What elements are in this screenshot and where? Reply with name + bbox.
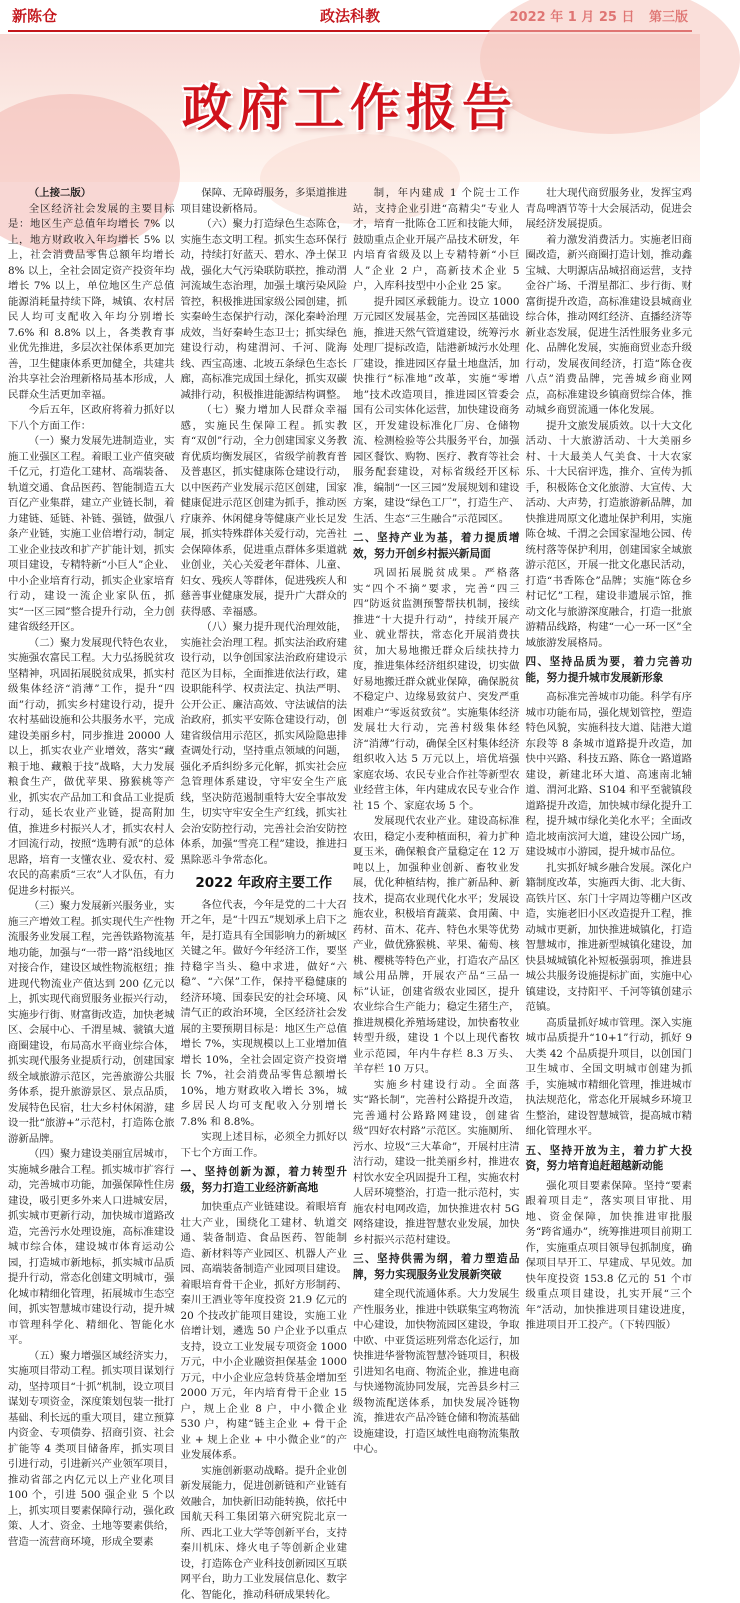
article-paragraph: 提升文旅发展质效。以十大文化活动、十大旅游活动、十大美丽乡村、十大最美人气美食、十大农家乐、十大民宿评选，推介、宣传为抓手，积极陈仓文化旅游、大宣传、大活动、大声势，打造旅游新品牌，加快推进周原文化遗址保护利用，实施陈仓城、千渭之会国家湿地公园、传统村落等保护利用，创建国家全域旅游示范区，开展一批文化惠民活动，打造“书香陈仓”品牌；实施“陈仓乡村记忆”工程，建设非遗展示馆，推动文化与旅游深度融合，打造一批旅游精品线路，构建“一心一环一区”全域旅游发展格局。 [526,419,693,652]
article-paragraph: （二）聚力发展现代特色农业，实施强农富民工程。大力弘扬脱贫攻坚精神，巩固拓展脱贫成果，抓实村级集体经济“消薄”工作，提升“四面”行动，抓实乡村建设行动，提升农村基础设施和公共服务水平，完成建设美丽乡村，同步推进 20000 人以上，抓实农业产业增效，落实“藏粮于地、藏粮于技”战略，大力发展粮食生产，做优苹果、猕猴桃等产业，抓实农产品加工和食品工业提质行动，延长农业产业链，提高附加值，推进乡村振兴人才，抓实农村人才回流行动，按照“选聘有派”的总体思路，培育一支懂农业、爱农村、爱农民的高素质“三农”人才队伍，有力促进乡村振兴。 [8,636,175,900]
article-paragraph: （一）聚力发展先进制造业，实施工业强区工程。着眼工业产值突破千亿元，打造化工建材、高端装备、轨道交通、食品医药、智能制造五大百亿产业集群，建立产业链长制，着力建链、延链、补链、强链，做强八条产业链，实施工业倍增行动，制定工业企业技改和扩产扩能计划，抓实项目建设，专精特新“小巨人”企业、中小企业培育行动，抓实企业家培育行动，建设一流企业家队伍，抓实“一区三园”整合提升行动，全力创建省级经开区。 [8,434,175,636]
article-paragraph: 高质量抓好城市管理。深入实施城市品质提升“10+1”行动，抓好 9 大类 42 个品质提升项目，以创国门卫生城市、全国文明城市创建为抓手，实施城市精细化管理，推进城市执法规范化，常态化开展城乡环境卫生整治，建设智慧城管，提高城市精细化管理水平。 [526,1016,693,1140]
subsection-heading: 一、坚持创新为源，着力转型升级，努力打造工业经济新高地 [181,1165,348,1196]
article-paragraph: 扎实抓好城乡融合发展。深化户籍制度改革，实施西大街、北大街、高铁片区、东门十字周边等棚户区改造，实施老旧小区改造提升工程，推动城市更新，加快推进城镇化，打造智慧城市，推进新型城镇化建设，加快县城城镇化补短板强弱项，推进县城公共服务设施提标扩面，实施中心镇建设，支持阳平、千河等镇创建示范镇。 [526,861,693,1016]
article-paragraph: （七）聚力增加人民群众幸福感，实施民生保障工程。抓实教育“双创”行动，全力创建国家义务教育优质均衡发展区，省级学前教育普及普惠区，抓实健康陈仓建设行动，以中医药产业发展示范区创建，国家健康促进示范区创建为抓手，推动医疗康养、休闲健身等健康产业长足发展，抓实特殊群体关爱行动，完善社会保障体系，促进重点群体多渠道就业创业，关心关爱老年群体、儿童、妇女、残疾人等群体，促进残疾人和慈善事业健康发展，提升广大群众的获得感、幸福感。 [181,403,348,620]
newspaper-name: 新陈仓 [12,5,57,26]
section-name: 政法科教 [0,5,700,26]
section-heading: 2022 年政府主要工作 [181,876,348,892]
article-paragraph: （八）聚力提升现代治理效能，实施社会治理工程。抓实法治政府建设行动，以争创国家法治政府建设示范区为目标，全面推进依法行政，建设职能科学、权责法定、执法严明、公开公正、廉洁高效、守法诚信的法治政府，抓实平安陈仓建设行动，创建省级信用示范区，抓实风险隐患排查调处行动，坚持重点领域的问题，强化矛盾纠纷多元化解，抓实社会应急管理体系建设，守牢安全生产底线，坚决防范遏制重特大安全事故发生，切实守牢安全生产红线，抓实社会治安防控行动，完善社会治安防控体系，加强“雪亮工程”建设，推进扫黑除恶斗争常态化。 [181,620,348,868]
article-paragraph: 各位代表，今年是党的二十大召开之年，是“十四五”规划承上启下之年，是打造具有全国影响力的新城区关键之年。做好今年经济工作，要坚持稳字当头、稳中求进，做好“六稳”、“六保”工作，保持平稳健康的经济环境、国泰民安的社会环境、风清气正的政治环境，全区经济社会发展的主要预期目标是：地区生产总值增长 7%，实现规模以上工业增加值增长 10%，全社会固定资产投资增长 7%，社会消费品零售总额增长 10%，地方财政收入增长 3%，城乡居民人均可支配收入分别增长 7.8% 和 8.8%。 [181,898,348,1131]
article-paragraph: （六）聚力打造绿色生态陈仓，实施生态文明工程。抓实生态环保行动，持续打好蓝天、碧水、净土保卫战，强化大气污染联防联控，推动渭河流域生态治理，加强土壤污染风险管控，积极推进国家级公园创建，抓实秦岭生态保护行动，深化秦岭治理成效，当好秦岭生态卫士；抓实绿色建设行动，构建渭河、千河、陇海线、西宝高速、北坡五条绿色生态长廊，高标准完成国土绿化，抓实双碳减排行动，积极推进能源结构调整。 [181,217,348,403]
article-paragraph: 制，年内建成 1 个院士工作站，支持企业引进“高精尖”专业人才，培育一批陈仓工匠和技能大师，鼓励重点企业开展产品技术研发，年内培育省级及以上专精特新“小巨人”企业 2 户，高新技术企业 5 户，入库科技型中小企业 25 家。 [353,186,520,295]
article-paragraph: 壮大现代商贸服务业，发挥宝鸡青岛啤酒节等十大会展活动，促进会展经济发展提质。 [526,186,693,233]
article-paragraph: 加快重点产业链建设。着眼培育壮大产业，围绕化工建材、轨道交通、装备制造、食品医药、智能制造、新材料等产业园区、机器人产业园、高端装备制造产业园项目建设。着眼培育骨干企业，抓好方形制药、秦川王酒业等年度投资 21.9 亿元的 20 个技改扩能项目建设，实施工业倍增计划，遴选 50 户企业予以重点支持，设立工业发展专项资金 1000 万元，中小企业融资担保基金 1000 万元，中小企业应急转贷基金增加至 2000 万元，年内培育骨干企业 15 户，规上企业 8 户，中小微企业 530 户，构建“链主企业 + 骨干企业 + 规上企业 + 中小微企业”的产业发展体系。 [181,1200,348,1464]
article-paragraph: 强化项目要素保障。坚持“要素跟着项目走”，落实项目审批、用地、资金保障，加快推进审批服务“跨省通办”，统筹推进项目前期工作，实施重点项目领导包抓制度，确保项目早开工、早建成、早见效。加快年度投资 153.8 亿元的 51 个市级重点项目建设，扎实开展“三个年”活动，加快推进项目建设进度，推进项目开工投产。（下转四版） [526,1179,693,1334]
article-column [181,186,348,1070]
article-paragraph: 发展现代农业产业。建设高标准农田，稳定小麦种植面积，着力扩种夏玉米，确保粮食产量稳定在 12 万吨以上，加强种业创新、畜牧业发展，优化种植结构，推广新品种、新技术，提高农业现代化水平；发展设施农业，积极培育蔬菜、食用菌、中药材、苗木、花卉、特色水果等优势产业，做优猕猴桃、苹果、葡萄、核桃、樱桃等特色产业，打造农产品区域公用品牌，开展农产品“三品一标”认证，创建省级农业园区，提升农业综合生产能力；稳定生猪生产，推进规模化养殖场建设，加快畜牧业转型升级，建设 1 个以上现代畜牧业示范园，年内牛存栏 8.3 万头、羊存栏 10 万只。 [353,814,520,1078]
article-paragraph: 保障、无障碍服务，多渠道推进项目建设新格局。 [181,186,348,217]
article-paragraph: （五）聚力增强区域经济实力，实施项目带动工程。抓实项目谋划行动，坚持项目“十抓”机制，设立项目谋划专项资金，深度策划包装一批打基础、利长远的重大项目，建立预算内资金、专项债券、招商引资、社会扩能等 4 类项目储备库，抓实项目引进行动，引进新兴产业领军项目，推动省部之内亿元以上产业化项目 100 个，引进 500 强企业 5 个以上，抓实项目要素保障行动，强化政策、人才、资金、土地等要素供给，营造一流营商环境，形成全要素 [8,1349,175,1551]
continuation-note: （上接二版） [8,186,175,202]
article-paragraph: 高标准完善城市功能。科学有序城市功能布局，强化规划管控，塑造特色风貌，实施科技大道、陆港大道东段等 8 条城市道路提升改造，加快中兴路、科技五路、陈仓一路道路建设，新建北环大道、高速南北辅道、渭河北路、S104 和平至虢镇段道路提升改造，加快城市绿化提升工程，提升城市绿化美化水平；全面改造北坡南滨河大道，建设公园广场，建设城市小游园，提升城市品位。 [526,690,693,861]
article-paragraph: 建全现代流通体系。大力发展生产性服务业，推进中铁联集宝鸡物流中心建设，加快物流园区建设，争取中欧、中亚货运班列常态化运行，加快推进华誉物流智慧冷链项目，积极引进知名电商、物流企业，推进电商与快递物流协同发展，完善县乡村三级物流配送体系，加快发展冷链物流，推进农产品冷链仓储和物流基础设施建设，打造区域性电商物流集散中心。 [353,1287,520,1458]
article-paragraph: 实现上述目标，必须全力抓好以下七个方面工作。 [181,1130,348,1161]
subsection-heading: 五、坚持开放为主，着力扩大投资，努力培育追赶超越新动能 [526,1144,693,1175]
article-paragraph: 实施乡村建设行动。全面落实“路长制”，完善村公路提升改造，完善通村公路路网建设，创建省级“四好农村路”示范区。实施厕所、污水、垃圾“三大革命”，开展村庄清洁行动，建设一批美丽乡村，推进农村饮水安全巩固提升工程，实施农村人居环境整治，打造一批示范村，实施农村电网改造，加快推进农村 5G 网络建设，推进智慧农业发展，加快乡村振兴示范村建设。 [353,1078,520,1249]
subsection-heading: 二、坚持产业为基，着力提质增效，努力开创乡村振兴新局面 [353,531,520,562]
page-title: 政府工作报告 [0,68,700,140]
article-paragraph: 实施创新驱动战略。提升企业创新发展能力，促进创新链和产业链有效融合，加快新旧动能转换，依托中国航天科工集团第六研究院北京一所、西北工业大学等创新平台，支持秦川机床、烽火电子等创新企业建设，打造陈仓产业科技创新园区互联网平台，助力工业发展信息化、数字化、智能化，推动科研成果转化。 [181,1464,348,1603]
subsection-heading: 三、坚持供需为纲，着力塑造品牌，努力实现服务业发展新突破 [353,1252,520,1283]
article-paragraph: 全区经济社会发展的主要目标是：地区生产总值年均增长 7% 以上，地方财政收入年均增长 5% 以上，社会消费品零售总额年均增长 8% 以上，全社会固定资产投资年均增长 7% 以上，单位地区生产总值能源消耗量持续下降，城镇、农村居民人均可支配收入年均分别增长 7.6% 和 8.8% 以上，各类教育事业优先推进，多层次社保体系更加完善，卫生健康体系更加健全，共建共治共享社会治理新格局基本形成，人民群众生活更加幸福。 [8,202,175,404]
article-column [8,186,175,1070]
article-paragraph: 提升园区承载能力。设立 1000 万元园区发展基金，完善园区基础设施，推进天然气管道建设，统筹污水处理厂提标改造，陆港新城污水处理厂建设，推进园区存量土地盘活，加快推行“标准地”改革，实施“零增地”技术改造项目，推进园区管委会国有公司实体化运营，加快建设商务区，开发建设标准化厂房、仓储物流、检测检验等公共服务平台，加强园区餐饮、购物、医疗、教育等社会服务配套建设，对标省级经开区标准，编制“一区三园”发展规划和建设方案，建设“绿色工厂”，打造生产、生活、生态“三生融合”示范园区。 [353,295,520,528]
article-column [526,186,693,1070]
article-paragraph: （四）聚力建设美丽宜居城市，实施城乡融合工程。抓实城市扩容行动，完善城市功能，加强保障性住房建设，吸引更多外来人口进城安居，抓实城市更新行动，加快城市道路改造，完善污水处理设施，高标准建设城市综合体，建设城市体育运动公园，打造城市新地标，抓实城市品质提升行动，常态化创建文明城市，强化城市精细化管理，拓展城市生态空间，抓实智慧城市建设行动，提升城市管理科学化、精细化、智能化水平。 [8,1147,175,1349]
article-body [8,186,692,1070]
article-paragraph: 今后五年，区政府将着力抓好以下八个方面工作： [8,403,175,434]
title-banner [0,34,700,182]
article-paragraph: （三）聚力发展新兴服务业，实施三产增效工程。抓实现代生产性物流服务业发展工程，完善铁路物流基地功能，加强与“一带一路”沿线地区对接合作，建设区域性物流枢纽；推进现代物流业产值达到 200 亿元以上，抓实现代商贸服务业振兴行动，实施步行街、财富街改造，加快老城区、会展中心、千渭星城、虢镇大道商圈建设，布局高水平商业综合体，抓实现代服务业提质行动，创建国家级全域旅游示范区，完善旅游公共服务体系，提升旅游景区、景点品质，发展特色民宿，壮大乡村休闲游，建设一批“旅游+”示范村，打造陈仓旅游新品牌。 [8,899,175,1147]
article-paragraph: 巩固拓展脱贫成果。严格落实“四个不摘”要求，完善“四三四”防返贫监测预警帮扶机制，接续推进“十大提升行动”，持续开展产业、就业帮扶，常态化开展消费扶贫，加大易地搬迁群众后续扶持力度，推进集体经济组织建设，切实做好易地搬迁群众就业保障，确保脱贫不稳定户、边缘易致贫户、突发严重困难户“零返贫致贫”。实施集体经济发展壮大行动，完善村级集体经济“消薄”行动，确保全区村集体经济组织收入达 5 万元以上，培优培强家庭农场、农民专业合作社等新型农业经营主体，年内建成农民专业合作社 15 个、家庭农场 5 个。 [353,566,520,814]
article-paragraph: 着力激发消费活力。实施老旧商圈改造，新兴商圈打造计划，推动鑫宝城、大明源店品城招商运营，支持金谷广场、千渭星都汇、步行街、财富街提升改造，高标准建设县城商业综合体，推动网红经济、直播经济等新业态发展，促进生活性服务业多元化、品牌化发展，实施商贸业态升级行动，发展夜间经济，打造“陈仓夜八点”消费品牌，完善城乡商业网点，高标准建设乡镇商贸综合体，推动城乡商贸流通一体化发展。 [526,233,693,419]
article-column [353,186,520,1070]
subsection-heading: 四、坚持品质为要，着力完善功能，努力提升城市发展新形象 [526,655,693,686]
